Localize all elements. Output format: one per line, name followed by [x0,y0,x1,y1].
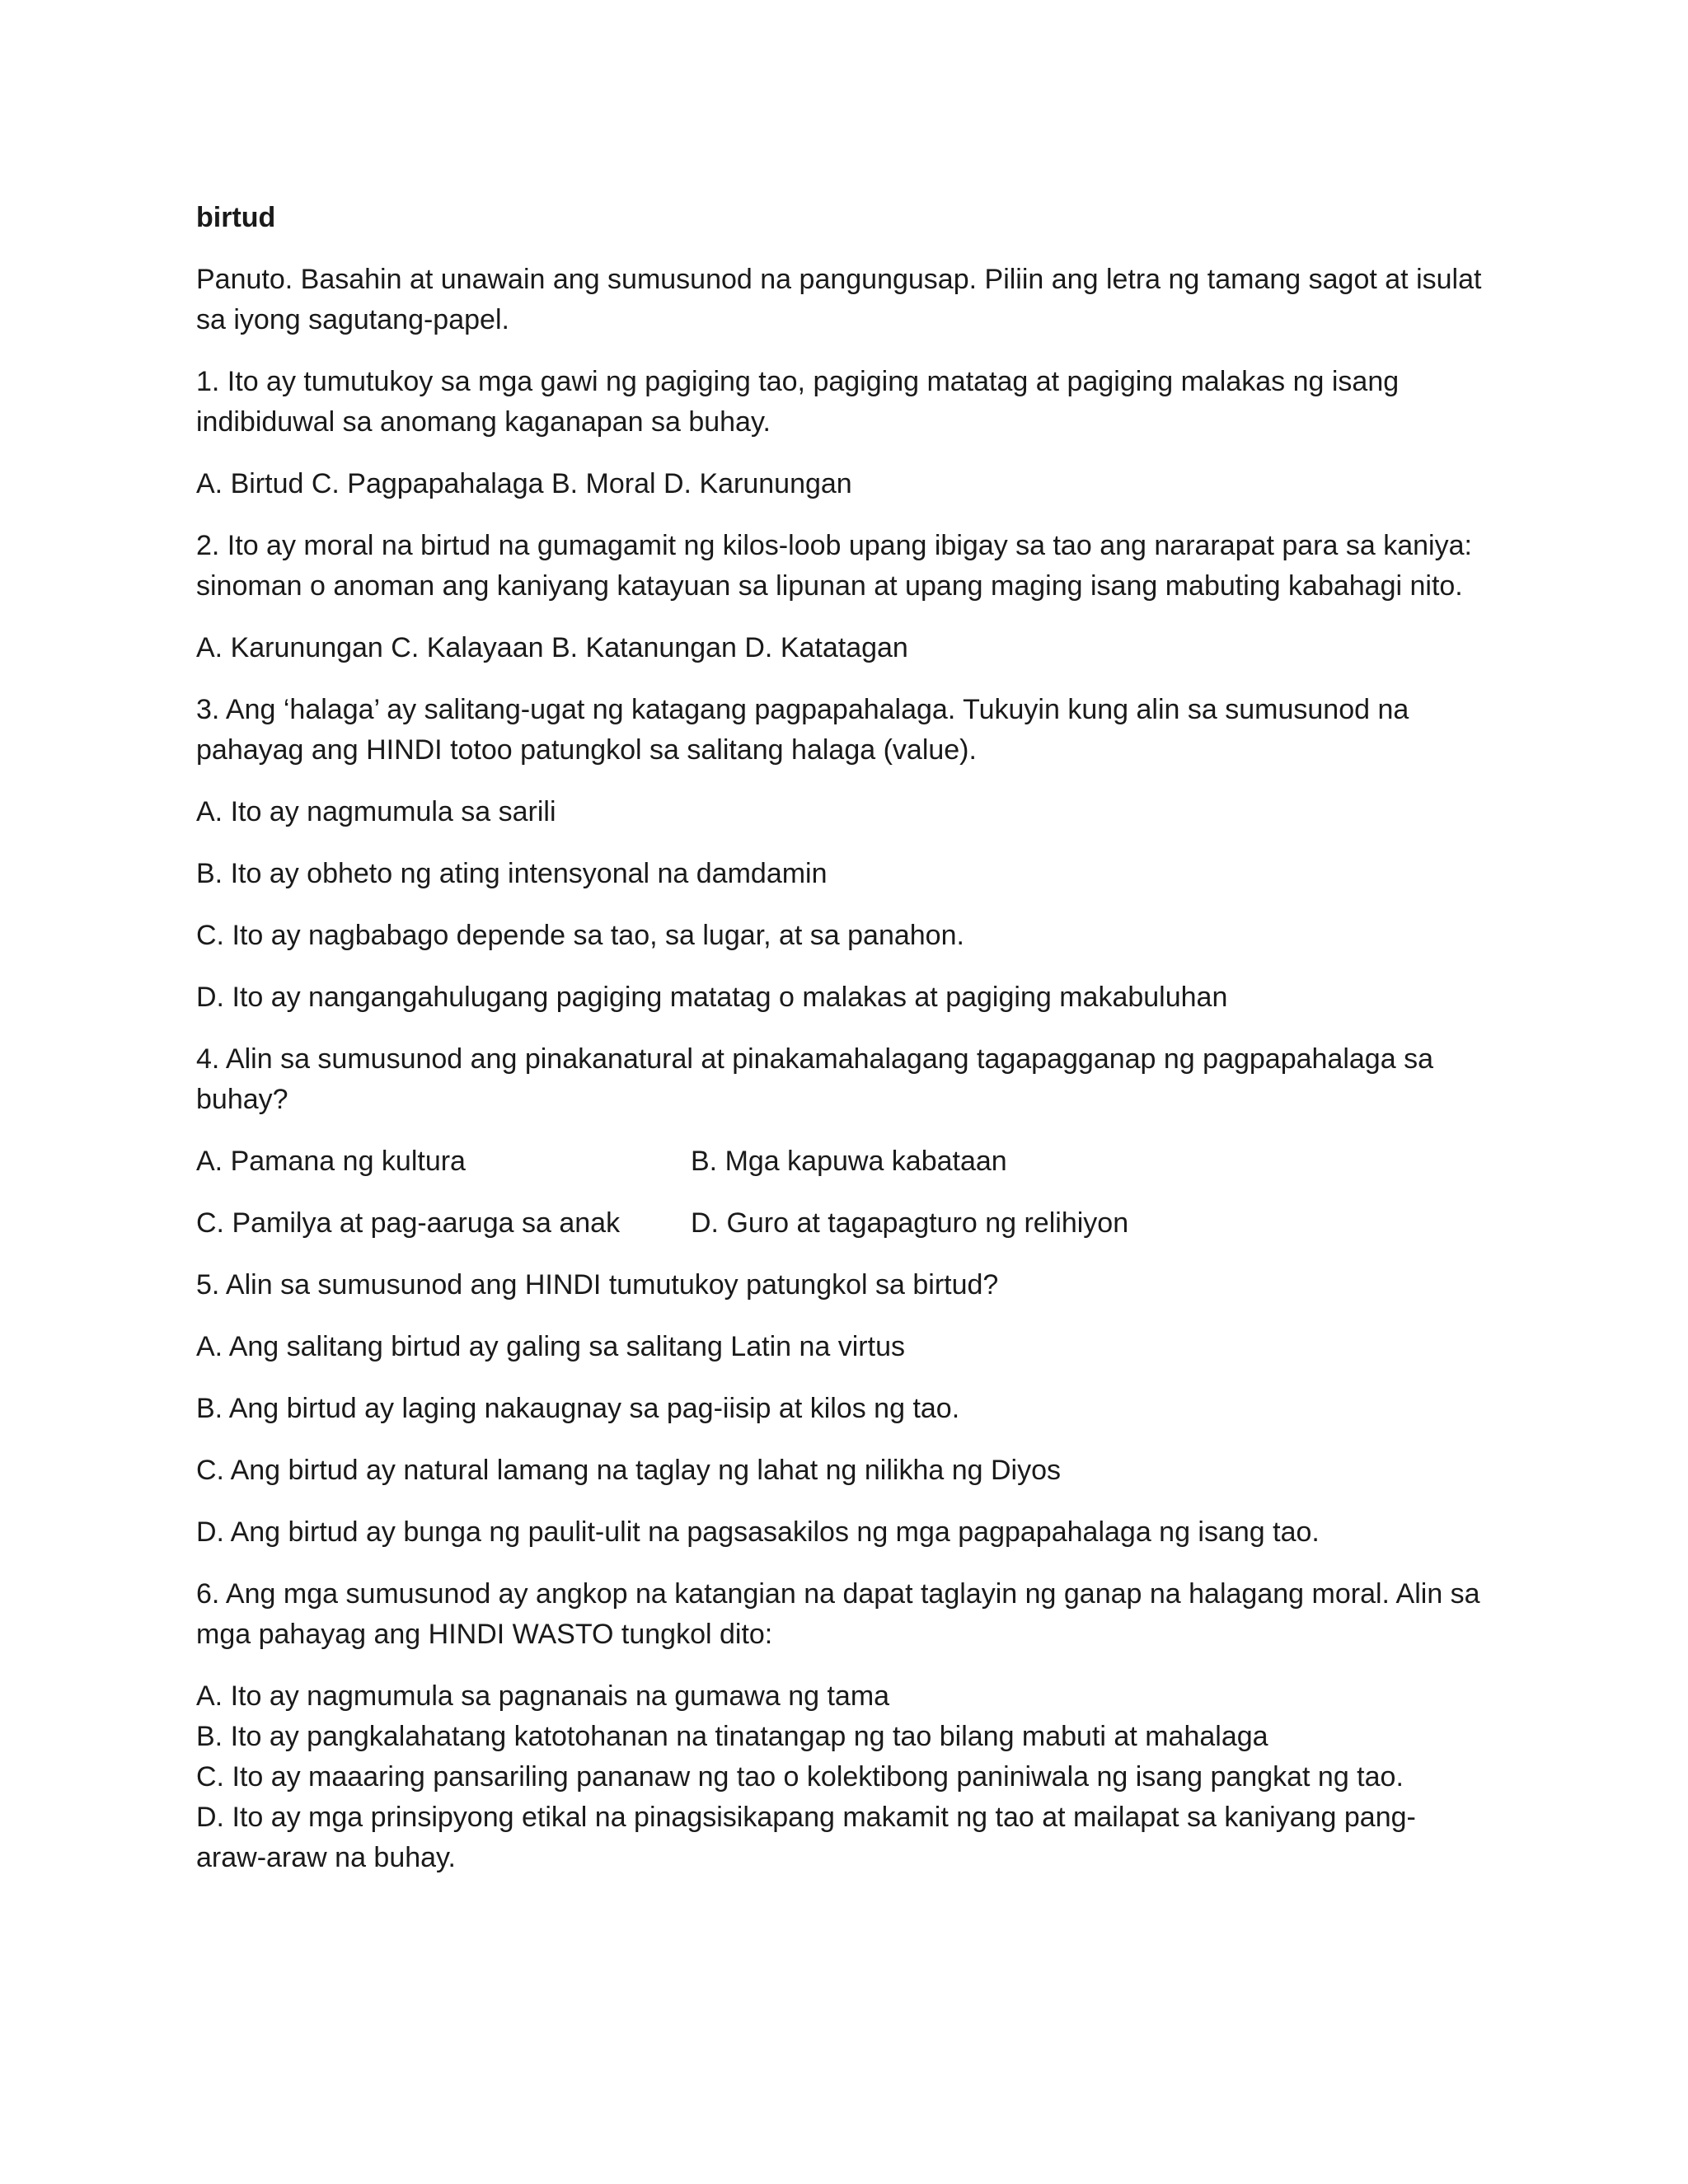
question-2: 2. Ito ay moral na birtud na gumagamit ng kilos-loob upang ibigay sa tao ang nararapat para sa kaniya: sinoman o anoman ang kaniyang katayuan sa lipunan at upang maging isang mabuting kabahagi nito. [196,530,1472,602]
question-3-choice-c: C. Ito ay nagbabago depende sa tao, sa lugar, at sa panahon. [196,920,964,951]
document-page [196,198,1482,1878]
question-4-choice-c: C. Pamilya at pag-aaruga sa anak [196,1207,621,1239]
question-5: 5. Alin sa sumusunod ang HINDI tumutukoy patungkol sa birtud? [196,1269,999,1301]
question-3-choice-a: A. Ito ay nagmumula sa sarili [196,796,556,827]
question-6-choice-b: B. Ito ay pangkalahatang katotohanan na tinatangap ng tao bilang mabuti at mahalaga [196,1721,1268,1752]
question-4-choices-row-2 [196,1203,1482,1244]
question-3-choice-d: D. Ito ay nangangahulugang pagiging matatag o malakas at pagiging makabuluhan [196,982,1228,1013]
question-4: 4. Alin sa sumusunod ang pinakanatural at pinakamahalagang tagapagganap ng pagpapahalaga sa buhay? [196,1043,1433,1115]
question-4-choices-row-1 [196,1141,1482,1182]
question-5-choice-a: A. Ang salitang birtud ay galing sa salitang Latin na virtus [196,1331,905,1362]
question-5-choice-b: B. Ang birtud ay laging nakaugnay sa pag-iisip at kilos ng tao. [196,1393,960,1424]
question-4-choice-b: B. Mga kapuwa kabataan [691,1146,1007,1177]
instructions: Panuto. Basahin at unawain ang sumusunod na pangungusap. Piliin ang letra ng tamang sagot at isulat sa iyong sagutang-papel. [196,264,1482,335]
question-1: 1. Ito ay tumutukoy sa mga gawi ng pagiging tao, pagiging matatag at pagiging malakas ng isang indibiduwal sa anomang kaganapan sa buhay. [196,366,1400,438]
question-4-choice-d: D. Guro at tagapagturo ng relihiyon [691,1207,1129,1239]
question-5-choice-d: D. Ang birtud ay bunga ng paulit-ulit na pagsasakilos ng mga pagpapahalaga ng isang tao. [196,1516,1320,1548]
question-6-choice-d: D. Ito ay mga prinsipyong etikal na pinagsisikapang makamit ng tao at mailapat sa kaniyang pang-araw-araw na buhay. [196,1802,1416,1873]
question-5-choice-c: C. Ang birtud ay natural lamang na taglay ng lahat ng nilikha ng Diyos [196,1455,1061,1486]
question-6-choices [196,1676,1482,1878]
question-6: 6. Ang mga sumusunod ay angkop na katangian na dapat taglayin ng ganap na halagang moral. Alin sa mga pahayag ang HINDI WASTO tungkol dito: [196,1578,1480,1650]
question-3: 3. Ang ‘halaga’ ay salitang-ugat ng katagang pagpapahalaga. Tukuyin kung alin sa sumusunod na pahayag ang HINDI totoo patungkol sa salitang halaga (value). [196,694,1409,766]
question-4-choice-a: A. Pamana ng kultura [196,1146,466,1177]
document-title: birtud [196,202,276,233]
question-1-choices: A. Birtud C. Pagpapahalaga B. Moral D. Karunungan [196,468,852,499]
question-6-choice-a: A. Ito ay nagmumula sa pagnanais na gumawa ng tama [196,1680,890,1712]
question-3-choice-b: B. Ito ay obheto ng ating intensyonal na damdamin [196,858,828,889]
question-2-choices: A. Karunungan C. Kalayaan B. Katanungan D. Katatagan [196,632,908,663]
question-6-choice-c: C. Ito ay maaaring pansariling pananaw ng tao o kolektibong paniniwala ng isang pangkat ng tao. [196,1761,1404,1793]
